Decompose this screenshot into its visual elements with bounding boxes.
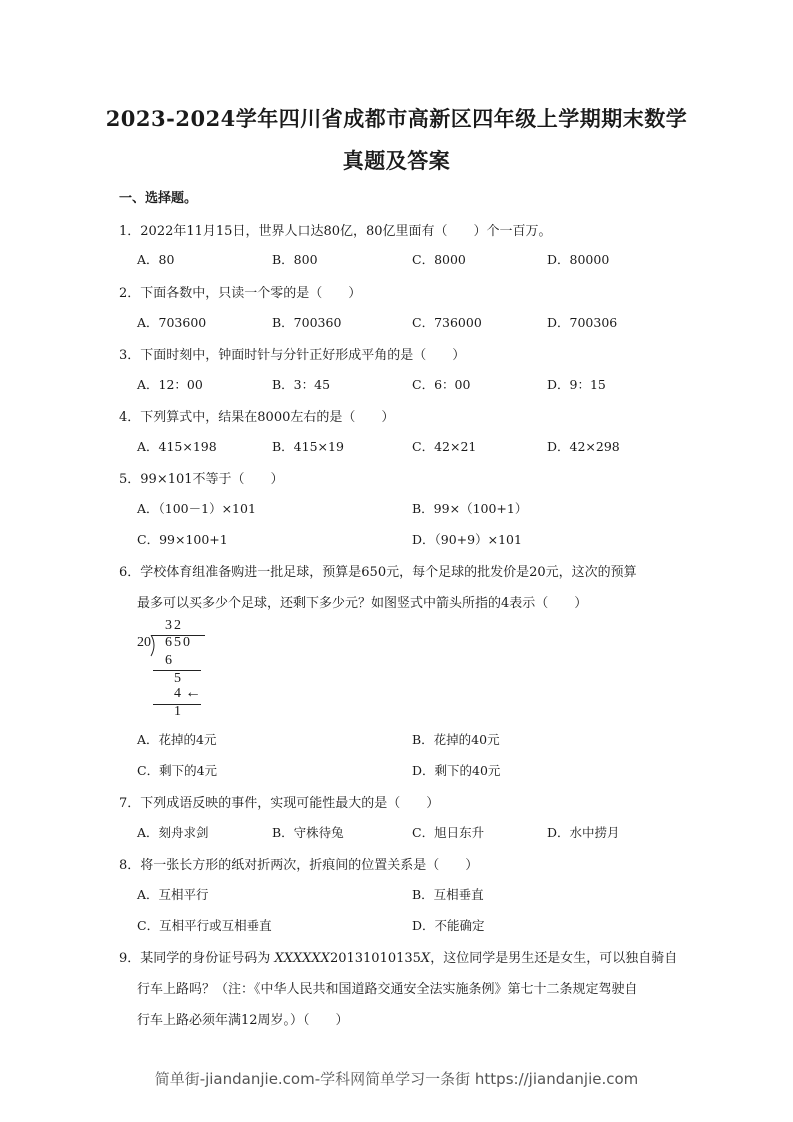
question-8-option-a: A．互相平行 xyxy=(137,887,209,902)
question-6-stem-line1: 6．学校体育组准备购进一批足球，预算是650元，每个足球的批发价是20元，这次的预算 xyxy=(119,565,637,580)
question-2-option-c: C．736000 xyxy=(412,315,482,330)
question-6-option-a: A．花掉的4元 xyxy=(137,732,217,747)
question-2-stem: 2．下面各数中，只读一个零的是（ ） xyxy=(119,286,362,301)
question-7-option-b: B．守株待兔 xyxy=(272,825,344,840)
division-remainder: 1 xyxy=(174,704,181,719)
question-3-option-c: C．6：00 xyxy=(412,377,471,392)
question-8-option-c: C．互相平行或互相垂直 xyxy=(137,918,272,933)
question-4-stem: 4．下列算式中，结果在8000左右的是（ ） xyxy=(119,410,395,425)
question-9-stem-line1 xyxy=(119,947,677,966)
question-9-stem-line3: 行车上路必须年满12周岁。）（ ） xyxy=(137,1013,349,1028)
section-heading: 一、选择题。 xyxy=(119,191,198,206)
question-5-option-a: A．（100－1）×101 xyxy=(137,501,256,516)
division-bracket xyxy=(150,635,158,657)
question-1-option-c: C．8000 xyxy=(412,252,466,267)
division-step2: 5 xyxy=(174,671,181,686)
question-7-option-c: C．旭日东升 xyxy=(412,825,485,840)
question-4-option-d: D．42×298 xyxy=(547,439,620,454)
question-8-option-b: B．互相垂直 xyxy=(412,887,484,902)
id-prefix: XXXXXX xyxy=(274,951,330,966)
question-2-option-b: B．700360 xyxy=(272,315,342,330)
question-5-option-d: D．（90+9）×101 xyxy=(412,532,522,547)
question-6-stem-line2: 最多可以买多少个足球，还剩下多少元？如图竖式中箭头所指的4表示（ ） xyxy=(137,596,588,611)
question-5-option-c: C．99×100+1 xyxy=(137,532,228,547)
question-8-option-d: D．不能确定 xyxy=(412,918,485,933)
document-title-line2: 真题及答案 xyxy=(342,148,451,173)
question-4-option-b: B．415×19 xyxy=(272,439,344,454)
question-6-option-c: C．剩下的4元 xyxy=(137,763,218,778)
question-1-stem: 1．2022年11月15日，世界人口达80亿，80亿里面有（ ）个一百万。 xyxy=(119,224,552,239)
question-4-option-c: C．42×21 xyxy=(412,439,477,454)
question-3-option-a: A．12：00 xyxy=(137,377,203,392)
long-division-figure xyxy=(137,618,217,718)
question-9-stem-line2: 行车上路吗？（注：《中华人民共和国道路交通安全法实施条例》第七十二条规定驾驶自 xyxy=(137,982,638,997)
question-4-option-a: A．415×198 xyxy=(137,439,217,454)
question-5-option-b: B．99×（100+1） xyxy=(412,501,528,516)
arrow-left-icon: ← xyxy=(185,684,201,701)
division-divisor: 20 xyxy=(137,635,151,650)
question-7-option-d: D．水中捞月 xyxy=(547,825,620,840)
document-title-line1: 2023-2024学年四川省成都市高新区四年级上学期期末数学 xyxy=(105,106,688,131)
question-3-stem: 3．下面时刻中，钟面时针与分针正好形成平角的是（ ） xyxy=(119,348,466,363)
question-5-stem: 5．99×101不等于（ ） xyxy=(119,472,284,487)
division-dividend: 650 xyxy=(165,635,192,650)
question-6-option-b: B．花掉的40元 xyxy=(412,732,500,747)
division-step1: 6 xyxy=(165,653,172,668)
footer-watermark: 简单街-jiandanjie.com-学科网简单学习一条街 https://jiandanjie.com xyxy=(154,1070,639,1088)
question-3-option-d: D．9：15 xyxy=(547,377,606,392)
question-1-option-a: A．80 xyxy=(137,252,175,267)
question-2-option-a: A．703600 xyxy=(137,315,207,330)
question-6-option-d: D．剩下的40元 xyxy=(412,763,501,778)
division-step3: 4 xyxy=(174,686,181,701)
question-9-stem-text-cont: ，这位同学是男生还是女生，可以独自骑自 xyxy=(430,951,678,966)
id-suffix: X xyxy=(420,951,431,966)
question-3-option-b: B．3：45 xyxy=(272,377,331,392)
question-1-option-b: B．800 xyxy=(272,252,318,267)
question-9-stem-text: 9．某同学的身份证号码为 xyxy=(119,951,275,966)
division-quotient: 32 xyxy=(165,618,183,633)
question-7-stem: 7．下列成语反映的事件，实现可能性最大的是（ ） xyxy=(119,796,440,811)
question-2-option-d: D．700306 xyxy=(547,315,618,330)
question-8-stem: 8．将一张长方形的纸对折两次，折痕间的位置关系是（ ） xyxy=(119,858,479,873)
question-7-option-a: A．刻舟求剑 xyxy=(137,825,209,840)
id-digits: 20131010135 xyxy=(329,951,421,966)
question-1-option-d: D．80000 xyxy=(547,252,610,267)
